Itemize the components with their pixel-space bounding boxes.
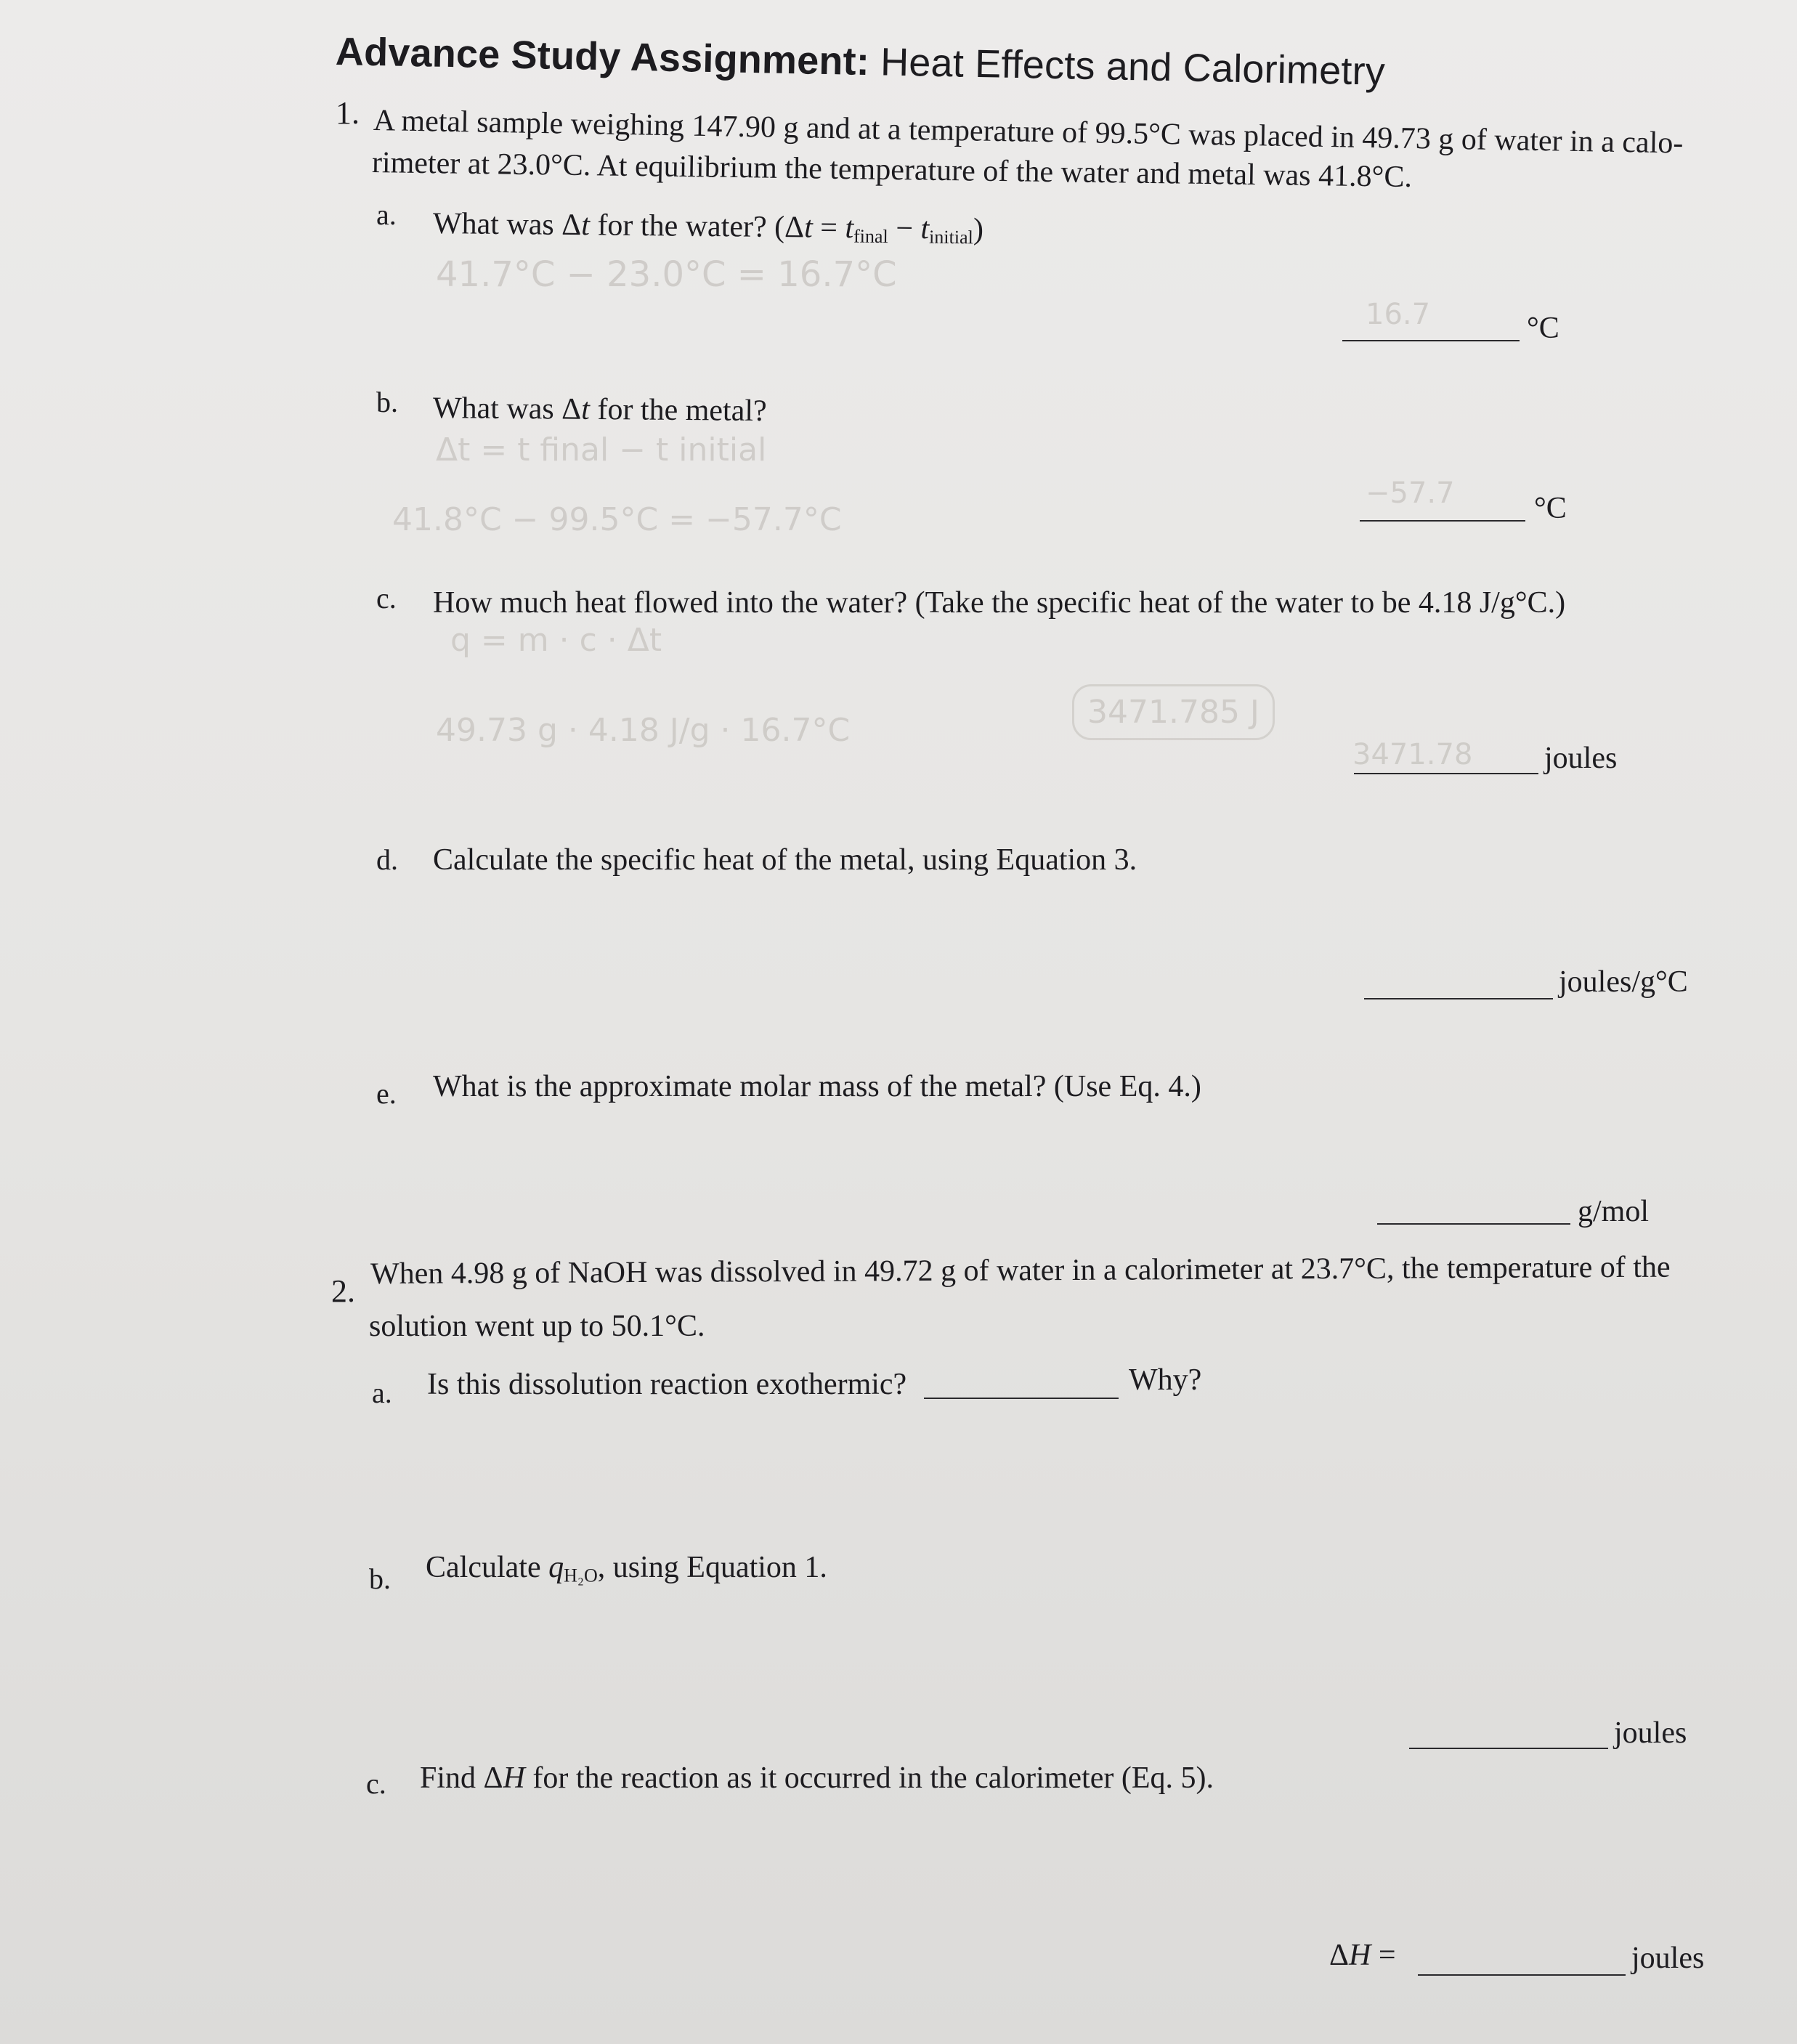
q1c-question: How much heat flowed into the water? (Take the specific heat of the water to be 4.18 J/g°C.) (433, 586, 1566, 620)
q1d-question: Calculate the specific heat of the metal, using Equation 3. (433, 843, 1137, 877)
q1c-answer-handwriting: 3471.78 (1352, 738, 1473, 771)
title-bold: Advance Study Assignment: (335, 30, 870, 84)
q2b-answer-line[interactable] (1409, 1748, 1608, 1749)
q1c-handwriting-1: q = m · c · Δt (450, 622, 662, 659)
q2a-question: Is this dissolution reaction exothermic? (427, 1368, 907, 1401)
q1d-letter: d. (376, 843, 398, 876)
q2-text-line2: solution went up to 50.1°C. (369, 1310, 705, 1343)
q1d-answer-line[interactable] (1364, 998, 1553, 999)
q2-text-line1: When 4.98 g of NaOH was dissolved in 49.72 g of water in a calorimeter at 23.7°C, the temperature of the (370, 1250, 1671, 1291)
q1b-handwriting-2: 41.8°C − 99.5°C = −57.7°C (392, 501, 842, 538)
q1a-answer-line[interactable] (1342, 340, 1520, 341)
q1a-answer-handwriting: 16.7 (1366, 298, 1431, 331)
q1b-letter: b. (376, 386, 398, 418)
q2-number: 2. (331, 1273, 355, 1309)
q1a-question: What was Δt for the water? $(\Delta t = t_{final} - t_{initial})$ (432, 207, 984, 248)
q1e-letter: e. (376, 1077, 397, 1110)
q1b-answer-line[interactable] (1360, 520, 1525, 522)
q1b-answer-handwriting: −57.7 (1366, 476, 1455, 510)
q1c-answer-line[interactable] (1354, 773, 1538, 774)
q2c-unit: joules (1631, 1942, 1705, 1975)
q2c-question: Find ΔH for the reaction as it occurred in the calorimeter (Eq. 5). (420, 1761, 1214, 1795)
q1-number: 1. (336, 95, 360, 131)
q1d-unit: joules/g°C (1559, 965, 1688, 999)
title-rest: Heat Effects and Calorimetry (869, 40, 1386, 94)
q1a-unit: °C (1527, 312, 1559, 345)
q1e-answer-line[interactable] (1377, 1223, 1570, 1225)
q1-text-line1: A metal sample weighing 147.90 g and at a temperature of 99.5°C was placed in 49.73 g of water in a calo- (373, 104, 1684, 161)
q2c-answer-line[interactable] (1418, 1974, 1626, 1976)
page-title (335, 29, 1385, 94)
q2c-letter: c. (366, 1767, 386, 1800)
q1b-question: What was Δt for the metal? (432, 392, 767, 429)
q2c-delta-h-label: ΔH = (1329, 1939, 1396, 1972)
q1a-handwriting: 41.7°C − 23.0°C = 16.7°C (436, 254, 897, 295)
q1e-unit: g/mol (1578, 1195, 1650, 1228)
q1b-unit: °C (1534, 492, 1567, 525)
q2b-letter-text: b. (369, 1562, 391, 1595)
q2b-unit: joules (1614, 1716, 1687, 1750)
q1c-letter: c. (376, 582, 397, 615)
q2b-question: Calculate $q_{H_2O}$, using Equation 1. (426, 1551, 827, 1586)
q1b-handwriting-1: Δt = t final − t initial (436, 431, 767, 469)
q1e-question: What is the approximate molar mass of the metal? (Use Eq. 4.) (433, 1070, 1201, 1103)
q2a-letter: a. (372, 1376, 392, 1409)
q1c-unit: joules (1544, 742, 1618, 775)
q1-text-line2: rimeter at 23.0°C. At equilibrium the temperature of the water and metal was 41.8°C. (371, 146, 1413, 194)
q1c-boxed-result: 3471.785 J (1072, 684, 1275, 740)
q2a-answer-line[interactable] (924, 1398, 1119, 1399)
q2a-why: Why? (1129, 1363, 1202, 1397)
q1a-letter: a. (376, 198, 397, 231)
q1c-handwriting-2: 49.73 g · 4.18 J/g · 16.7°C (436, 712, 851, 749)
